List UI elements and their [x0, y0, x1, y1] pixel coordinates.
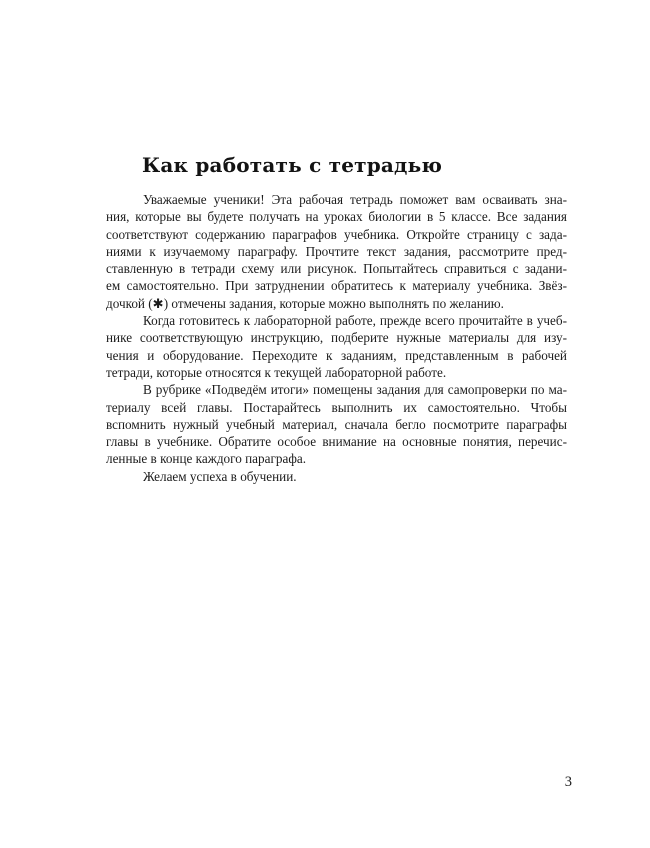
- paragraph: [106, 312, 567, 381]
- text-line: ленные в конце каждого параграфа.: [106, 451, 307, 467]
- text-line: главы в учебнике. Обратите особое внимание на основные понятия, перечис-: [106, 434, 567, 450]
- text-line: соответствуют содержанию параграфов учебника. Откройте страницу с зада-: [106, 226, 567, 242]
- text-line: Уважаемые ученики! Эта рабочая тетрадь поможет вам осваивать зна-: [143, 192, 567, 207]
- text-line: ния, которые вы будете получать на уроках биологии в 5 классе. Все задания: [106, 209, 567, 225]
- text-line: Когда готовитесь к лабораторной работе, прежде всего прочитайте в учеб-: [143, 313, 567, 329]
- text-line: В рубрике «Подведём итоги» помещены задания для самопроверки по ма-: [143, 382, 567, 398]
- page-title: Как работать с тетрадью: [142, 153, 443, 177]
- page-number: 3: [564, 774, 572, 790]
- text-line: тетради, которые относятся к текущей лабораторной работе.: [106, 364, 447, 380]
- paragraph: [106, 191, 567, 312]
- text-line: териалу всей главы. Постарайтесь выполнить их самостоятельно. Чтобы: [106, 399, 567, 415]
- text-line: вспомнить нужный учебный материал, сначала бегло посмотрите параграфы: [106, 416, 567, 432]
- text-line: ниями к изучаемому параграфу. Прочтите текст задания, рассмотрите пред-: [106, 243, 567, 259]
- text-line: Желаем успеха в обучении.: [143, 468, 297, 484]
- text-block: [106, 191, 567, 485]
- text-line: ем самостоятельно. При затруднении обратитесь к материалу учебника. Звёз-: [106, 278, 567, 294]
- text-line: чения и оборудование. Переходите к заданиям, представленным в рабочей: [106, 347, 567, 363]
- text-line: нике соответствующую инструкцию, подберите нужные материалы для изу-: [106, 330, 567, 346]
- text-line: дочкой (✱) отмечены задания, которые можно выполнять по желанию.: [106, 295, 504, 311]
- paragraph: [106, 468, 567, 485]
- text-line: ставленную в тетради схему или рисунок. Попытайтесь справиться с задани-: [106, 261, 567, 277]
- paragraph: [106, 381, 567, 467]
